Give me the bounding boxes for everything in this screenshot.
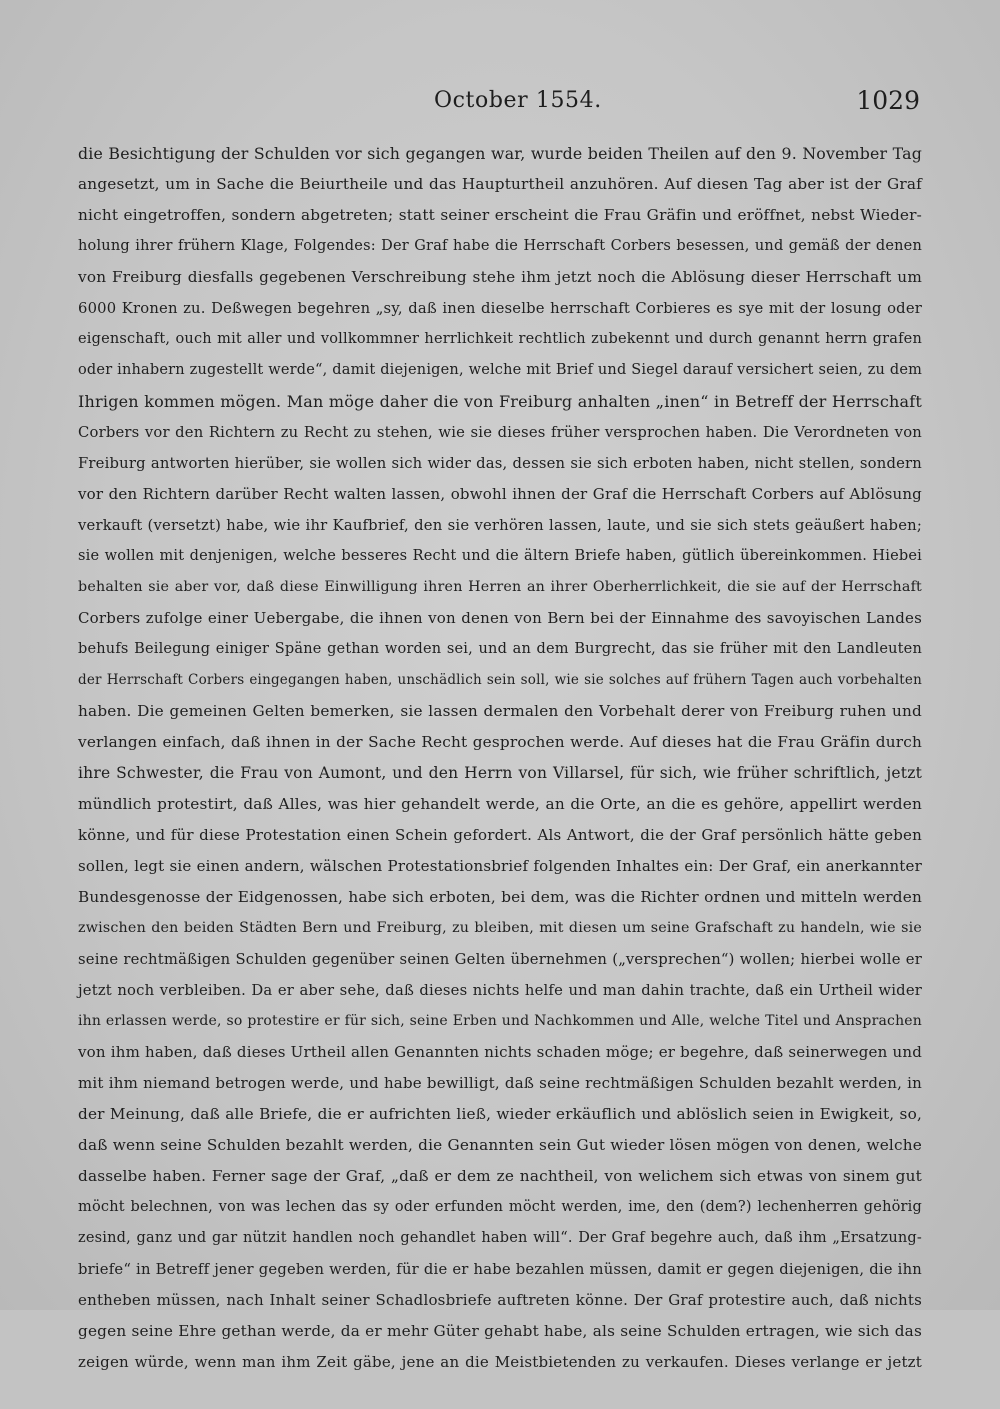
page-number: 1029 [856, 86, 920, 115]
text-line: ihn erlassen werde, so protestire er für sich, seine Erben und Nachkommen und Alle, welche Titel und Ansprachen [78, 1013, 922, 1029]
text-line: Bundesgenosse der Eidgenossen, habe sich erboten, bei dem, was die Richter ordnen und mitteln werden [78, 888, 922, 906]
running-title: October 1554. [434, 88, 602, 113]
text-line: angesetzt, um in Sache die Beiurtheile und das Haupturtheil anzuhören. Auf diesen Tag aber ist der Graf [78, 175, 922, 193]
text-line: behufs Beilegung einiger Späne gethan worden sei, und an dem Burgrecht, das sie früher mit den Landleuten [78, 641, 922, 657]
text-line: entheben müssen, nach Inhalt seiner Schadlosbriefe auftreten könne. Der Graf protestire auch, daß nichts [78, 1291, 922, 1309]
text-line: sie wollen mit denjenigen, welche besseres Recht und die ältern Briefe haben, gütlich übereinkommen. Hiebei [78, 548, 922, 564]
text-line: Corbers vor den Richtern zu Recht zu stehen, wie sie dieses früher versprochen haben. Die Verordneten von [78, 424, 922, 441]
text-line: holung ihrer frühern Klage, Folgendes: Der Graf habe die Herrschaft Corbers besessen, und gemäß der denen [78, 238, 922, 254]
text-line [78, 1378, 922, 1409]
text-line: 6000 Kronen zu. Deßwegen begehren „sy, daß inen dieselbe herrschaft Corbieres es sye mit der losung oder [78, 300, 922, 317]
text-line: ihre Schwester, die Frau von Aumont, und den Herrn von Villarsel, für sich, wie früher schriftlich, jetzt [78, 764, 922, 782]
body-text [78, 138, 922, 1409]
text-line: eigenschaft, ouch mit aller und vollkommner herrlichkeit rechtlich zubekennt und durch genannt herrn grafen [78, 331, 922, 347]
text-line: vor den Richtern darüber Recht walten lassen, obwohl ihnen der Graf die Herrschaft Corbers auf Ablösung [78, 485, 922, 503]
text-line: der Herrschaft Corbers eingegangen haben, unschädlich sein soll, wie sie solches auf frühern Tagen auch vorbehalten [78, 672, 922, 688]
text-line: zesind, ganz und gar nützit handlen noch gehandlet haben will“. Der Graf begehre auch, daß ihm „Ersatzung- [78, 1230, 922, 1246]
text-line: gegen seine Ehre gethan werde, da er mehr Güter gehabt habe, als seine Schulden ertragen, wie sich das [78, 1322, 922, 1340]
text-line: jetzt noch verbleiben. Da er aber sehe, daß dieses nichts helfe und man dahin trachte, daß ein Urtheil wider [78, 982, 922, 999]
text-line: der Meinung, daß alle Briefe, die er aufrichten ließ, wieder erkäuflich und ablöslich seien in Ewigkeit, so, [78, 1105, 922, 1123]
text-line: haben. Die gemeinen Gelten bemerken, sie lassen dermalen den Vorbehalt derer von Freiburg ruhen und [78, 702, 922, 720]
text-line: die Besichtigung der Schulden vor sich gegangen war, wurde beiden Theilen auf den 9. November Tag [78, 144, 922, 163]
text-line: nicht eingetroffen, sondern abgetreten; statt seiner erscheint die Frau Gräfin und eröffnet, nebst Wieder- [78, 206, 922, 224]
text-line: sollen, legt sie einen andern, wälschen Protestationsbrief folgenden Inhaltes ein: Der Graf, ein anerkannter [78, 857, 922, 875]
text-line: Freiburg antworten hierüber, sie wollen sich wider das, dessen sie sich erboten haben, nicht stellen, sondern [78, 455, 922, 472]
running-header [0, 88, 1000, 122]
text-line: Corbers zufolge einer Uebergabe, die ihnen von denen von Bern bei der Einnahme des savoyischen Landes [78, 609, 922, 627]
text-line: von ihm haben, daß dieses Urtheil allen Genannten nichts schaden möge; er begehre, daß seinerwegen und [78, 1043, 922, 1061]
text-line: verkauft (versetzt) habe, wie ihr Kaufbrief, den sie verhören lassen, laute, und sie sich stets geäußert haben; [78, 517, 922, 534]
text-line: dasselbe haben. Ferner sage der Graf, „daß er dem ze nachtheil, von welichem sich etwas von sinem gut [78, 1167, 922, 1185]
text-line: könne, und für diese Protestation einen Schein gefordert. Als Antwort, die der Graf persönlich hätte geben [78, 826, 922, 844]
text-line: briefe“ in Betreff jener gegeben werden, für die er habe bezahlen müssen, damit er gegen diejenigen, die ihn [78, 1261, 922, 1278]
text-line: mündlich protestirt, daß Alles, was hier gehandelt werde, an die Orte, an die es gehöre, appellirt werden [78, 795, 922, 813]
text-line: zwischen den beiden Städten Bern und Freiburg, zu bleiben, mit diesen um seine Grafschaft zu handeln, wie sie [78, 920, 922, 936]
text-line: möcht belechnen, von was lechen das sy oder erfunden möcht werden, ime, den (dem?) lechenherren gehörig [78, 1199, 922, 1215]
text-line: daß wenn seine Schulden bezahlt werden, die Genannten sein Gut wieder lösen mögen von denen, welche [78, 1136, 922, 1154]
text-line: mit ihm niemand betrogen werde, und habe bewilligt, daß seine rechtmäßigen Schulden bezahlt werden, in [78, 1074, 922, 1092]
text-line: von Freiburg diesfalls gegebenen Verschreibung stehe ihm jetzt noch die Ablösung dieser Herrschaft um [78, 268, 922, 286]
text-line: Ihrigen kommen mögen. Man möge daher die von Freiburg anhalten „inen“ in Betreff der Herrschaft [78, 392, 922, 411]
text-line: zeigen würde, wenn man ihm Zeit gäbe, jene an die Meistbietenden zu verkaufen. Dieses verlange er jetzt [78, 1353, 922, 1371]
text-line: oder inhabern zugestellt werde“, damit diejenigen, welche mit Brief und Siegel darauf versichert seien, zu dem [78, 362, 923, 378]
text-line: behalten sie aber vor, daß diese Einwilligung ihren Herren an ihrer Oberherrlichkeit, die sie auf der Herrschaft [78, 579, 922, 595]
text-line: seine rechtmäßigen Schulden gegenüber seinen Gelten übernehmen („versprechen“) wollen; hierbei wolle er [78, 951, 922, 968]
text-line: verlangen einfach, daß ihnen in der Sache Recht gesprochen werde. Auf dieses hat die Frau Gräfin durch [78, 733, 922, 751]
